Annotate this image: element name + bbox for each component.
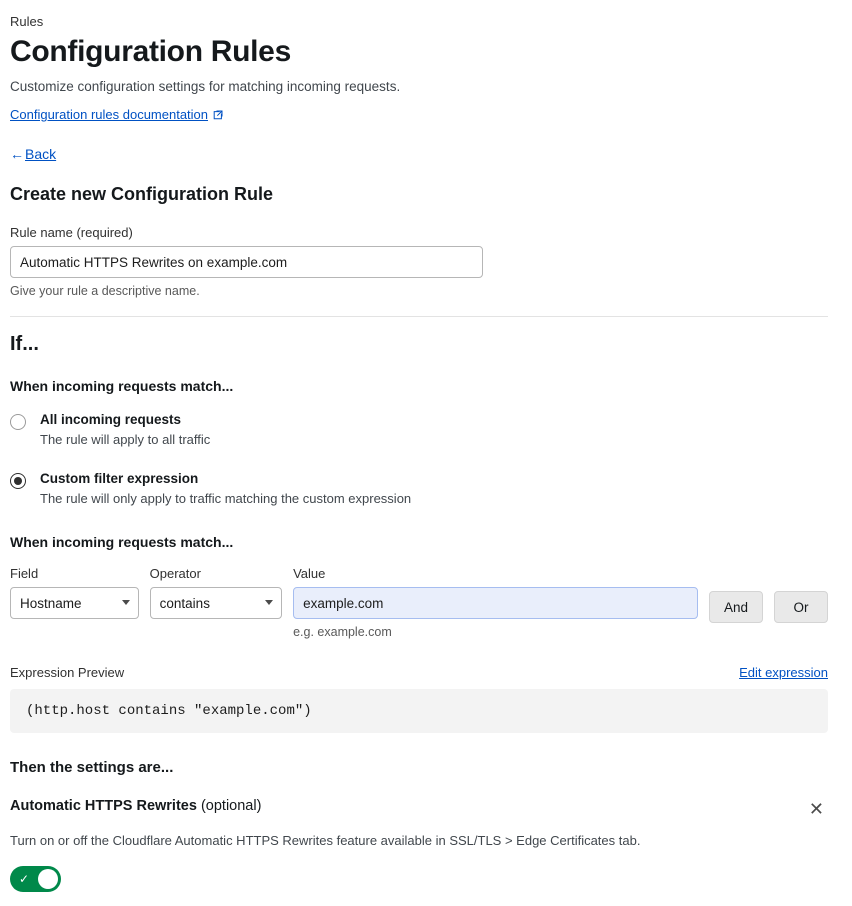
edit-expression-link[interactable]: Edit expression xyxy=(739,665,828,680)
radio-label-all-requests: All incoming requests xyxy=(40,412,182,427)
radio-option-custom-filter[interactable] xyxy=(10,471,828,508)
expression-preview-label: Expression Preview xyxy=(10,665,125,680)
rule-name-label: Rule name (required) xyxy=(10,225,133,240)
page-subtitle: Customize configuration settings for matching incoming requests. xyxy=(10,79,401,94)
section-divider xyxy=(10,316,828,317)
expression-preview-box: (http.host contains "example.com") xyxy=(10,689,828,733)
setting-description: Turn on or off the Cloudflare Automatic HTTPS Rewrites feature available in SSL/TLS > Edge Certificates tab. xyxy=(10,833,641,848)
documentation-link[interactable] xyxy=(10,107,223,122)
then-heading: Then the settings are... xyxy=(10,759,174,776)
radio-icon-all-requests[interactable] xyxy=(10,414,26,430)
match-heading: When incoming requests match... xyxy=(10,378,234,394)
automatic-https-rewrites-toggle[interactable] xyxy=(10,866,61,892)
expression-buttons xyxy=(709,566,828,623)
back-link-label: Back xyxy=(25,146,57,162)
value-help: e.g. example.com xyxy=(293,625,392,639)
builder-heading: When incoming requests match... xyxy=(10,534,234,550)
setting-name: Automatic HTTPS Rewrites xyxy=(10,798,197,814)
back-link[interactable] xyxy=(10,146,56,162)
operator-select[interactable] xyxy=(150,587,282,619)
and-button[interactable]: And xyxy=(709,591,763,623)
field-column xyxy=(10,566,139,619)
field-column-label: Field xyxy=(10,566,39,581)
setting-title xyxy=(10,798,261,814)
close-icon[interactable]: ✕ xyxy=(808,799,824,819)
field-select-value: Hostname xyxy=(20,595,82,611)
expression-preview-header xyxy=(10,665,828,680)
back-arrow-icon: ← xyxy=(10,146,24,162)
radio-description-custom-filter: The rule will only apply to traffic matching the custom expression xyxy=(40,491,412,506)
value-column-label: Value xyxy=(293,566,326,581)
operator-select-value: contains xyxy=(159,595,210,611)
setting-header xyxy=(10,798,828,820)
value-input[interactable] xyxy=(293,587,698,619)
radio-description-all-requests: The rule will apply to all traffic xyxy=(40,432,211,447)
toggle-knob xyxy=(38,869,58,889)
or-button[interactable]: Or xyxy=(774,591,828,623)
operator-column xyxy=(150,566,282,619)
field-select[interactable] xyxy=(10,587,139,619)
operator-column-label: Operator xyxy=(149,566,201,581)
rule-name-input[interactable] xyxy=(10,246,483,278)
rule-name-help: Give your rule a descriptive name. xyxy=(10,284,200,298)
if-heading: If... xyxy=(10,333,39,355)
setting-optional-label: (optional) xyxy=(200,798,262,814)
radio-icon-custom-filter[interactable] xyxy=(10,473,26,489)
check-icon: ✓ xyxy=(19,872,30,886)
value-column xyxy=(293,566,698,639)
create-rule-heading: Create new Configuration Rule xyxy=(10,184,274,204)
breadcrumb[interactable]: Rules xyxy=(10,14,44,29)
radio-option-all-requests[interactable] xyxy=(10,412,828,449)
documentation-link-label: Configuration rules documentation xyxy=(10,107,209,122)
expression-builder-row xyxy=(10,566,828,639)
external-link-icon xyxy=(213,108,223,123)
page-title: Configuration Rules xyxy=(10,35,291,68)
radio-label-custom-filter: Custom filter expression xyxy=(40,471,199,486)
